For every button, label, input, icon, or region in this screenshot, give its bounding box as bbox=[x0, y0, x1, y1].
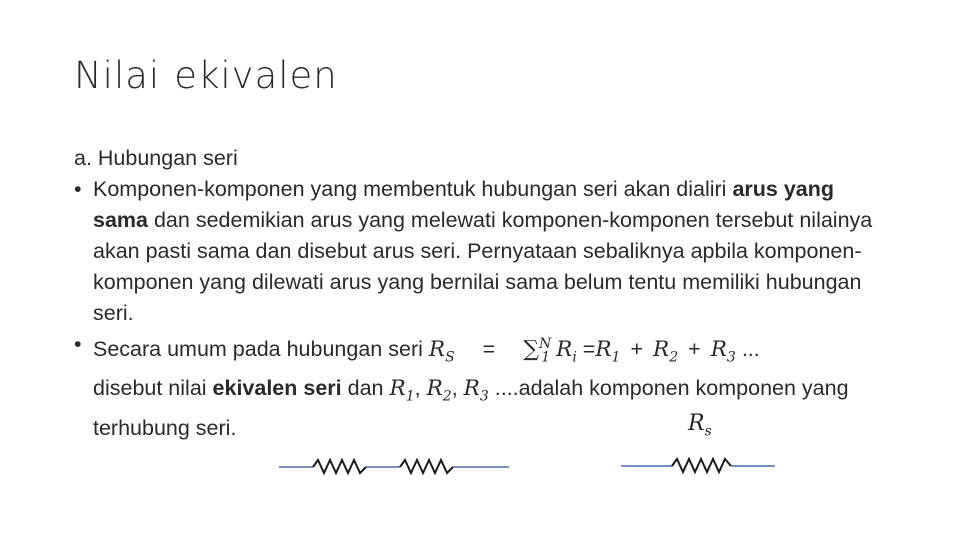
formula-r3-sub: 3 bbox=[726, 349, 736, 366]
formula-r1-sub: 1 bbox=[611, 349, 621, 366]
bullet-dot-icon: • bbox=[74, 332, 82, 356]
title-word-2: ekivalen bbox=[174, 54, 338, 97]
series-resistor-2 bbox=[400, 460, 453, 473]
formula-equals: = bbox=[482, 337, 496, 362]
bullet2-text-c: ....adalah komponen komponen yang terhubung seri. bbox=[93, 376, 849, 440]
list-r2-letter: R bbox=[426, 376, 443, 402]
formula-ri-letter: R bbox=[556, 337, 573, 363]
bullet1-text-a: Komponen-komponen yang membentuk hubungan seri akan dialiri bbox=[93, 177, 727, 201]
bullet-dot-icon: • bbox=[74, 177, 82, 201]
bullet2-lead: Secara umum pada hubungan seri bbox=[93, 337, 423, 362]
list-r3-letter: R bbox=[463, 376, 480, 402]
bullet1-bold: arus yang sama bbox=[93, 177, 835, 232]
sum-upper: N bbox=[538, 336, 552, 352]
equivalent-circuit bbox=[621, 459, 775, 472]
bullet2-bold: ekivalen seri bbox=[212, 376, 342, 401]
bullet1-text-b: dan sedemikian arus yang melewati komponen-komponen tersebut nilainya akan pasti sama dan disebut arus seri. Pernyataan sebaliknya apbila komponen-komponen yang dilewati arus yang bernilai sama belum tentu memiliki hubungan seri. bbox=[93, 208, 873, 325]
equivalent-resistor bbox=[672, 459, 731, 472]
formula-r2-sub: 2 bbox=[669, 349, 679, 366]
bullet2-text-a: disebut nilai bbox=[93, 376, 207, 401]
formula-plus-1: + bbox=[630, 337, 644, 362]
formula-r3-letter: R bbox=[710, 337, 727, 363]
list-r3-sub: 3 bbox=[479, 388, 489, 405]
section-heading: a. Hubungan seri bbox=[74, 146, 238, 170]
formula-ri-sub: i bbox=[572, 349, 577, 366]
sigma-symbol: ∑ bbox=[523, 337, 539, 363]
series-circuit bbox=[279, 460, 509, 473]
formula-r1-letter: R bbox=[595, 337, 612, 363]
formula-rs-sub: S bbox=[445, 349, 455, 366]
bullet-item-2: • Secara umum pada hubungan seri $R_S = \sum^N_1$ $R_i =R_1 + R_2 + R_3$ ... disebut nilai ekivalen seri dan $R_1$, $R_2$, $R_3$ ....adalah komponen komponen yang terhubung seri. bbox=[74, 329, 874, 444]
formula-dots: ... bbox=[741, 337, 760, 362]
list-r1-sub: 1 bbox=[405, 388, 415, 405]
rs-label-sub: s bbox=[704, 423, 712, 440]
formula-equals-2: = bbox=[582, 337, 596, 362]
rs-label-letter: R bbox=[688, 411, 705, 436]
title-word-1: Nilai bbox=[74, 54, 161, 97]
formula-r2-letter: R bbox=[653, 337, 670, 363]
bullet2-text-b: dan bbox=[347, 376, 384, 401]
formula-plus-2: + bbox=[688, 337, 701, 362]
formula-rs-letter: R bbox=[428, 337, 446, 363]
list-r1-letter: R bbox=[389, 376, 406, 402]
list-r2-sub: 2 bbox=[442, 388, 452, 405]
sum-lower: 1 bbox=[541, 349, 551, 366]
series-resistor-1 bbox=[313, 460, 366, 473]
